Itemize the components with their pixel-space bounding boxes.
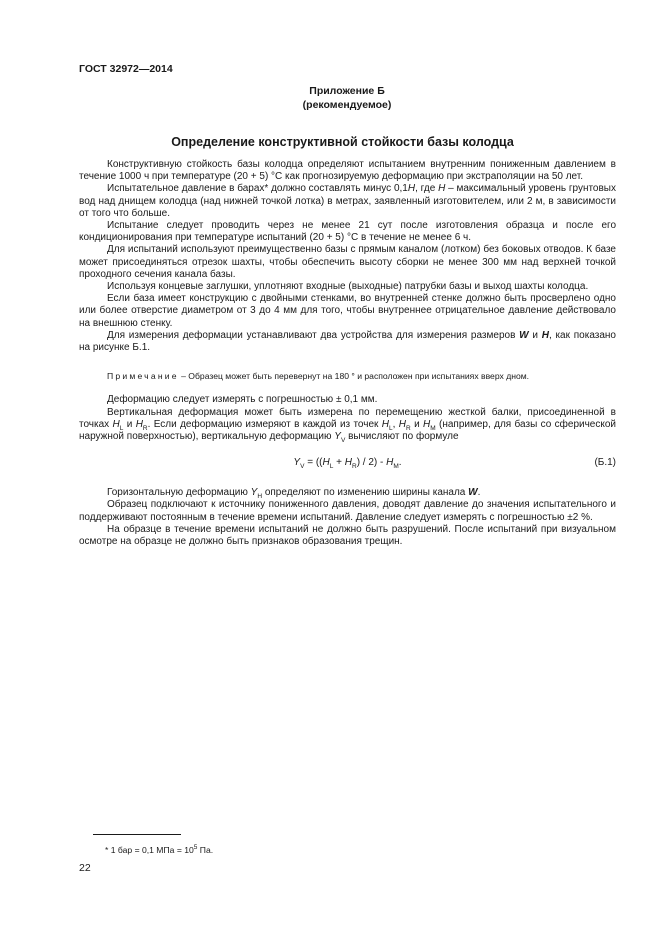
paragraph-4: Для испытаний используют преимущественно базы с прямым каналом (лотком) без боковых отводов. К базе может присоединяться отрезок шахты, чтобы обеспечить высоту сборки не менее 300 мм над верхней точкой проходного сечения канала базы. [79, 244, 616, 280]
paragraph-10: Горизонтальную деформацию $Y_H$ определяют по изменению ширины канала W. [107, 487, 481, 501]
footnote: * 1 бар = 0,1 МПа = $10^5$ Па. [105, 844, 214, 855]
paragraph-1: Конструктивную стойкость базы колодца определяют испытанием внутренним пониженным давлением в течение 1000 ч при температуре (20 + 5) °С как прогнозируемую деформацию при экстраполяции на 50 лет. [79, 159, 616, 183]
paragraph-9: Вертикальная деформация может быть измерена по перемещению жесткой балки, присоединенной в точках $H_L$ и $H_R$. Если деформацию измеряют в каждой из точек $H_L$, $H_R$ и $H_M$ (например, для базы со сферической наружной поверхностью), вертикальную деформацию $Y_V$ вычисляют по формуле [79, 406, 616, 445]
note [79, 370, 616, 382]
section-title: Определение конструктивной стойкости базы колодца [171, 135, 514, 149]
formula-b1 [79, 457, 616, 471]
paragraph-8: Деформацию следует измерять с погрешностью ± 0,1 мм. [107, 394, 378, 406]
formula-expression: $Y_V = ((H_L + H_R) / 2) - H_M$. [293, 457, 402, 471]
paragraph-6: Если база имеет конструкцию с двойными стенками, во внутренней стенке должно быть просверлено одно или более отверстие диаметром от 3 до 4 мм для того, чтобы внутреннее отрицательное давление действовало на внешнюю стенку. [79, 293, 616, 329]
note-label: Примечание [107, 371, 179, 382]
document-body [79, 159, 616, 548]
appendix-label: Приложение Б [309, 85, 385, 97]
formula-number: (Б.1) [594, 457, 616, 469]
paragraph-12: На образце в течение времени испытаний не должно быть разрушений. После испытаний при визуальном осмотре на образце не должно быть признаков образования трещин. [79, 523, 616, 548]
paragraph-7: Для измерения деформации устанавливают два устройства для измерения размеров W и H, как показано на рисунке Б.1. [79, 329, 616, 354]
footnote-divider [93, 834, 181, 835]
note-text: – Образец может быть перевернут на 180 ° и расположен при испытаниях вверх дном. [178, 371, 530, 382]
appendix-type: (рекомендуемое) [302, 99, 392, 111]
paragraph-2: Испытательное давление в барах* должно составлять минус 0,1H, где H – максимальный уровень грунтовых вод над днищем колодца (над нижней точкой лотка) в метрах, заявленный изготовителем, или 2 м, в зависимости от того что больше. [79, 183, 616, 219]
appendix-heading [0, 84, 661, 112]
paragraph-3: Испытание следует проводить через не менее 21 сут после изготовления образца и после его кондиционирования при температуре испытаний (20 + 5) °С в течение не менее 6 ч. [79, 220, 616, 244]
paragraph-11: Образец подключают к источнику пониженного давления, доводят давление до значения испытательного и поддерживают постоянным в течение времени испытаний. Давление следует измерять с погрешностью ±2 %. [79, 499, 616, 523]
page-header-standard: ГОСТ 32972—2014 [79, 63, 173, 75]
page-number: 22 [79, 862, 91, 874]
paragraph-5: Используя концевые заглушки, уплотняют входные (выходные) патрубки базы и выход шахты колодца. [107, 281, 589, 293]
